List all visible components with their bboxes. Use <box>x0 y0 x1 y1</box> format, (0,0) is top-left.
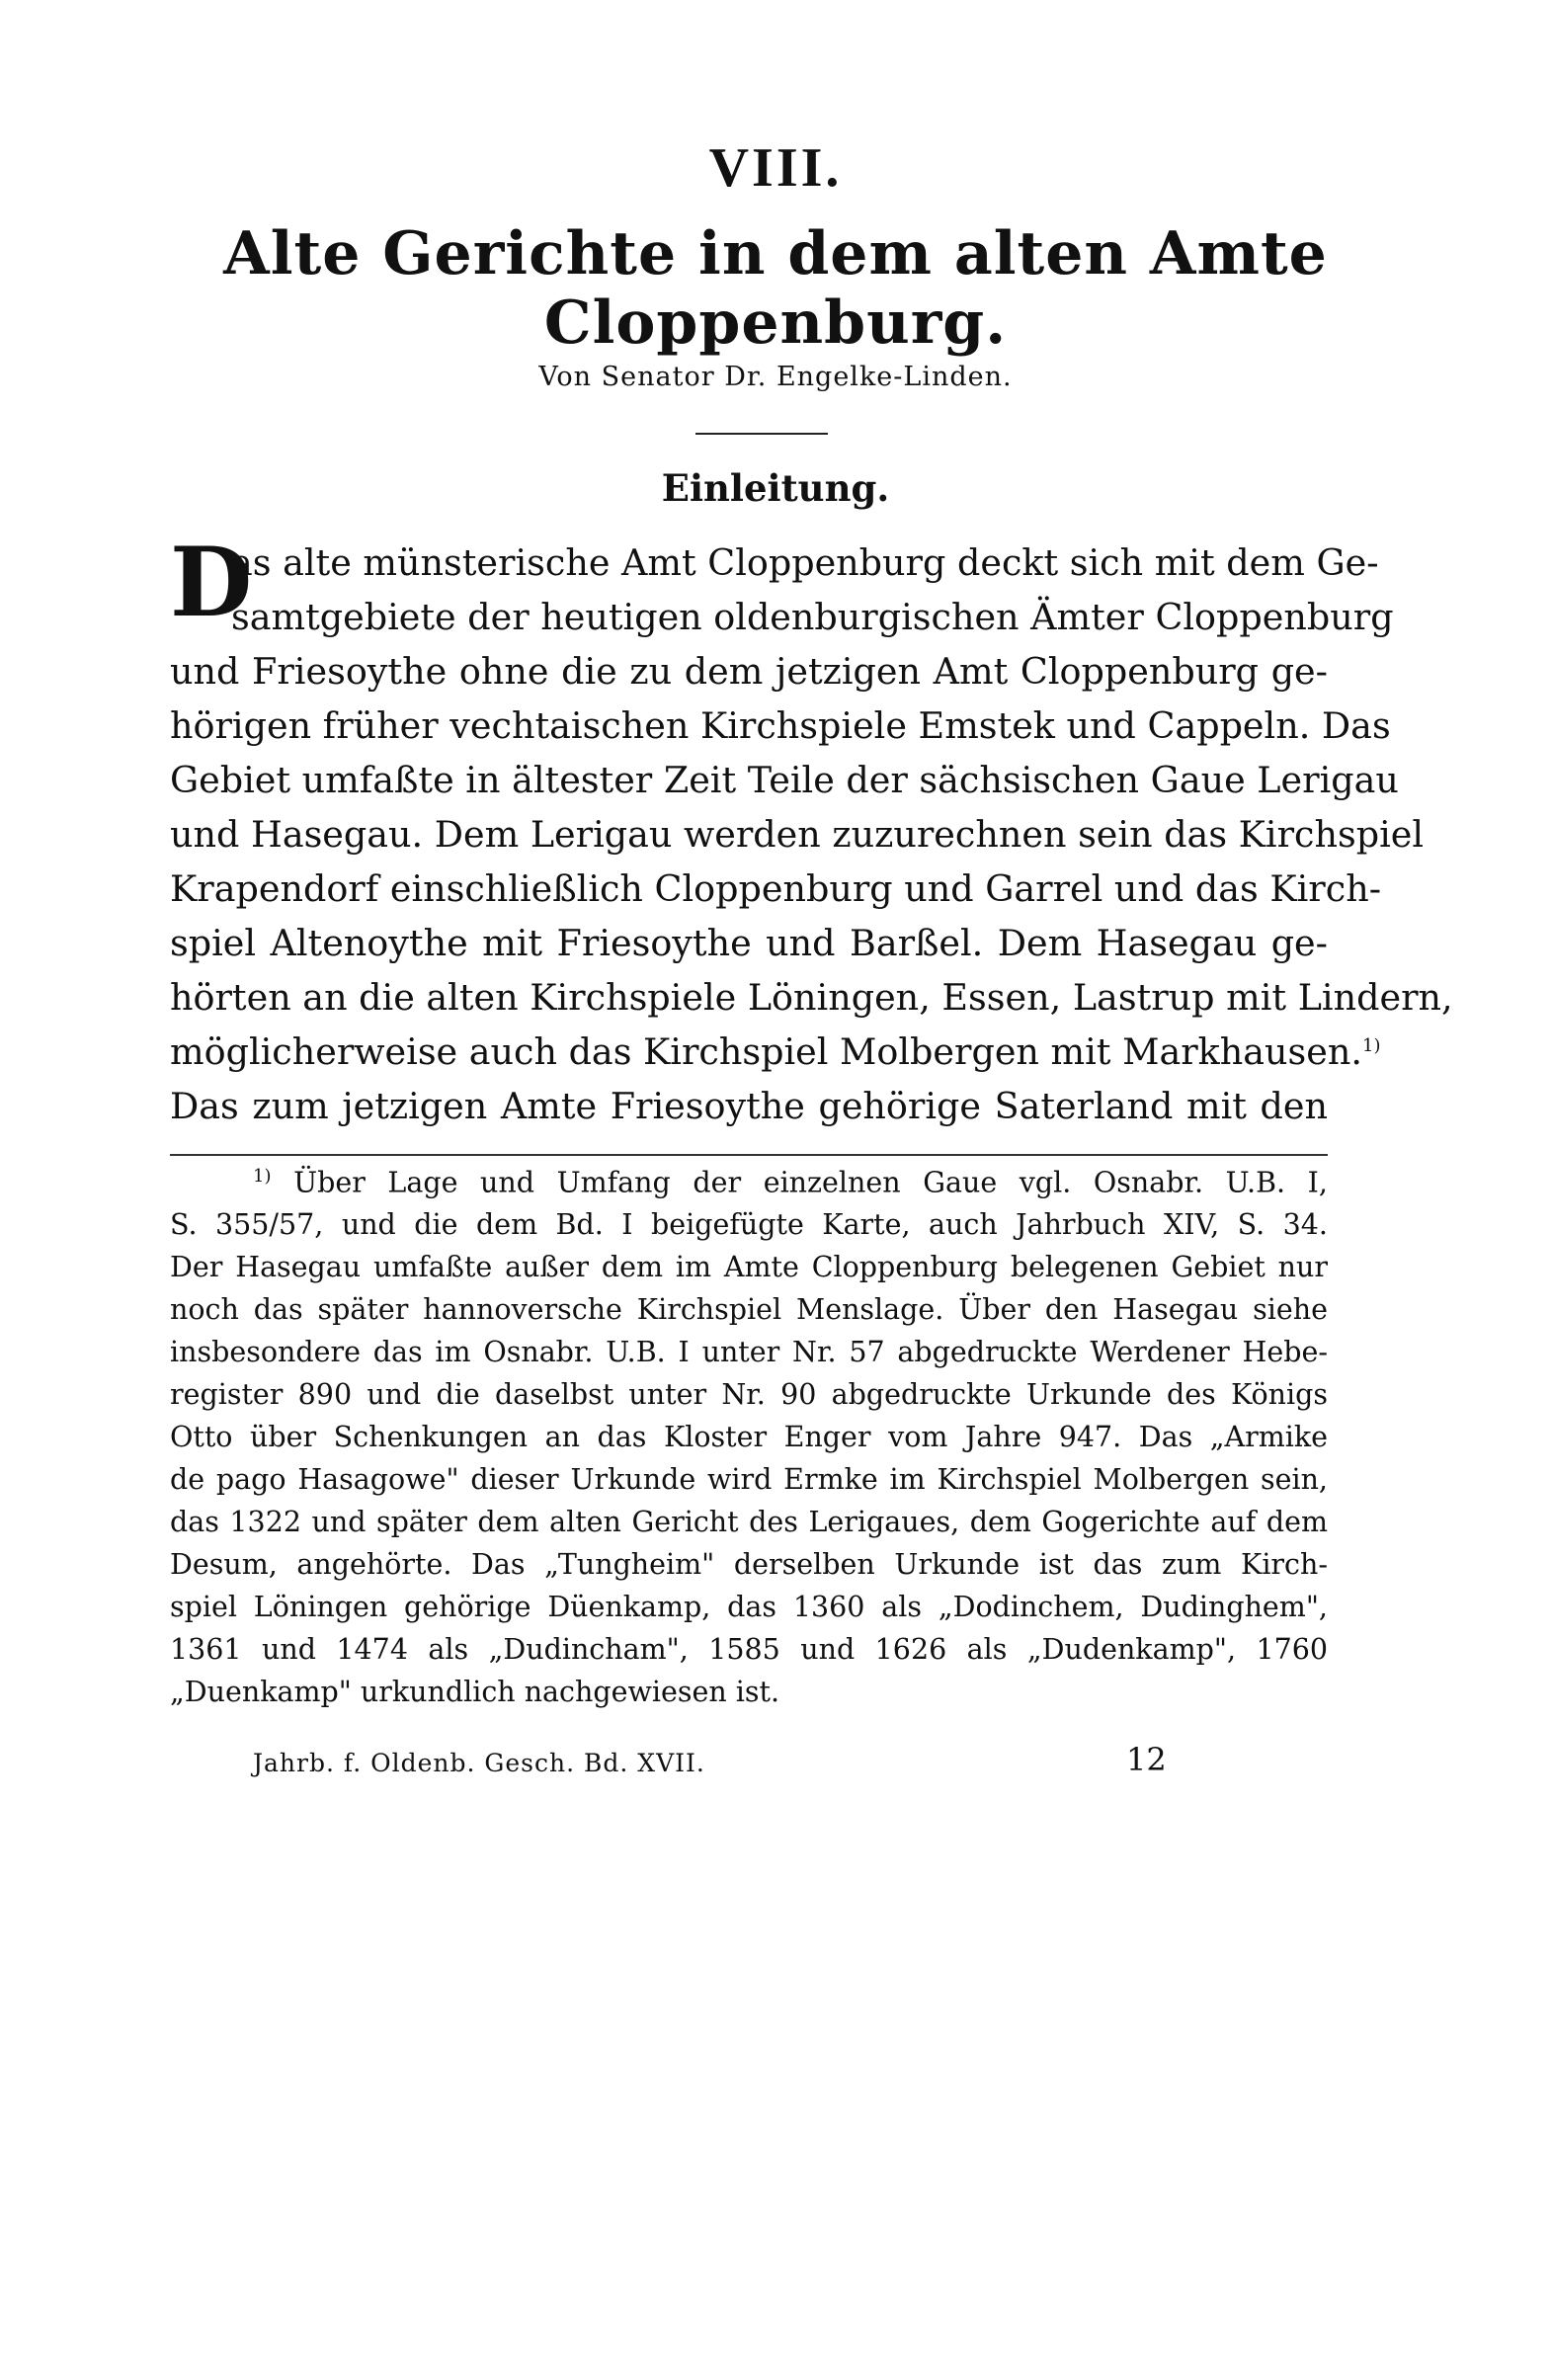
body-line: samtgebiete der heutigen oldenburgischen Ämter Cloppenburg <box>231 596 1394 638</box>
footnote-line: de pago Hasagowe" dieser Urkunde wird Ermke im Kirchspiel Molbergen sein, <box>170 1463 1328 1496</box>
title-line-2: Cloppenburg. <box>543 288 1008 358</box>
body-line: Krapendorf einschließlich Cloppenburg und Garrel und das Kirch- <box>170 867 1382 910</box>
journal-signature: Jahrb. f. Oldenb. Gesch. Bd. XVII. <box>253 1749 705 1777</box>
footnote-line: spiel Löningen gehörige Düenkamp, das 1360 als „Dodinchem, Dudinghem", <box>170 1591 1328 1623</box>
body-line-text: möglicherweise auch das Kirchspiel Molbergen mit Markhausen. <box>170 1030 1362 1073</box>
body-line: und Hasegau. Dem Lerigau werden zuzurechnen sein das Kirchspiel <box>170 813 1425 856</box>
footnote-line: insbesondere das im Osnabr. U.B. I unter Nr. 57 abgedruckte Werdener Hebe- <box>170 1336 1328 1368</box>
body-line: spiel Altenoythe mit Friesoythe und Barßel. Dem Hasegau ge- <box>170 922 1328 964</box>
footnote-reference: 1) <box>1362 1034 1381 1056</box>
footnote-line-text: Über Lage und Umfang der einzelnen Gaue vgl. Osnabr. U.B. I, <box>293 1166 1328 1199</box>
footnote-line: Otto über Schenkungen an das Kloster Enger vom Jahre 947. Das „Armike <box>170 1421 1328 1453</box>
signature-number: 12 <box>1126 1741 1167 1778</box>
body-line: Gebiet umfaßte in ältester Zeit Teile der sächsischen Gaue Lerigau <box>170 759 1399 801</box>
footnote-line <box>253 1166 1328 1199</box>
footnote-divider <box>170 1154 1328 1156</box>
footnote-line: register 890 und die daselbst unter Nr. 90 abgedruckte Urkunde des Königs <box>170 1378 1328 1411</box>
section-heading: Einleitung. <box>661 466 890 510</box>
author-byline: Von Senator Dr. Engelke-Linden. <box>538 362 1013 392</box>
body-line: und Friesoythe ohne die zu dem jetzigen Amt Cloppenburg ge- <box>170 650 1328 693</box>
footnote-line: „Duenkamp" urkundlich nachgewiesen ist. <box>170 1676 780 1708</box>
footnote-marker: 1) <box>253 1166 272 1187</box>
body-line: hörigen früher vechtaischen Kirchspiele Emstek und Cappeln. Das <box>170 704 1391 747</box>
title-line-1: Alte Gerichte in dem alten Amte <box>223 219 1328 288</box>
footnote-line: 1361 und 1474 als „Dudincham", 1585 und 1626 als „Dudenkamp", 1760 <box>170 1633 1328 1666</box>
body-line: Das zum jetzigen Amte Friesoythe gehörige Saterland mit den <box>170 1085 1328 1127</box>
footnote-line: Desum, angehörte. Das „Tungheim" derselben Urkunde ist das zum Kirch- <box>170 1548 1328 1581</box>
chapter-number: VIII. <box>708 137 843 199</box>
body-line: as alte münsterische Amt Cloppenburg deckt sich mit dem Ge- <box>231 541 1379 584</box>
footnote-line: noch das später hannoversche Kirchspiel Menslage. Über den Hasegau siehe <box>170 1293 1328 1326</box>
footnote-line: Der Hasegau umfaßte außer dem im Amte Cloppenburg belegenen Gebiet nur <box>170 1251 1328 1283</box>
footnote-line: S. 355/57, und die dem Bd. I beigefügte Karte, auch Jahrbuch XIV, S. 34. <box>170 1208 1328 1241</box>
title-divider <box>695 433 828 435</box>
body-line: hörten an die alten Kirchspiele Löningen, Essen, Lastrup mit Lindern, <box>170 976 1453 1019</box>
drop-cap: D <box>170 527 253 638</box>
footnote-line: das 1322 und später dem alten Gericht des Lerigaues, dem Gogerichte auf dem <box>170 1506 1328 1538</box>
body-line <box>170 1030 1381 1073</box>
